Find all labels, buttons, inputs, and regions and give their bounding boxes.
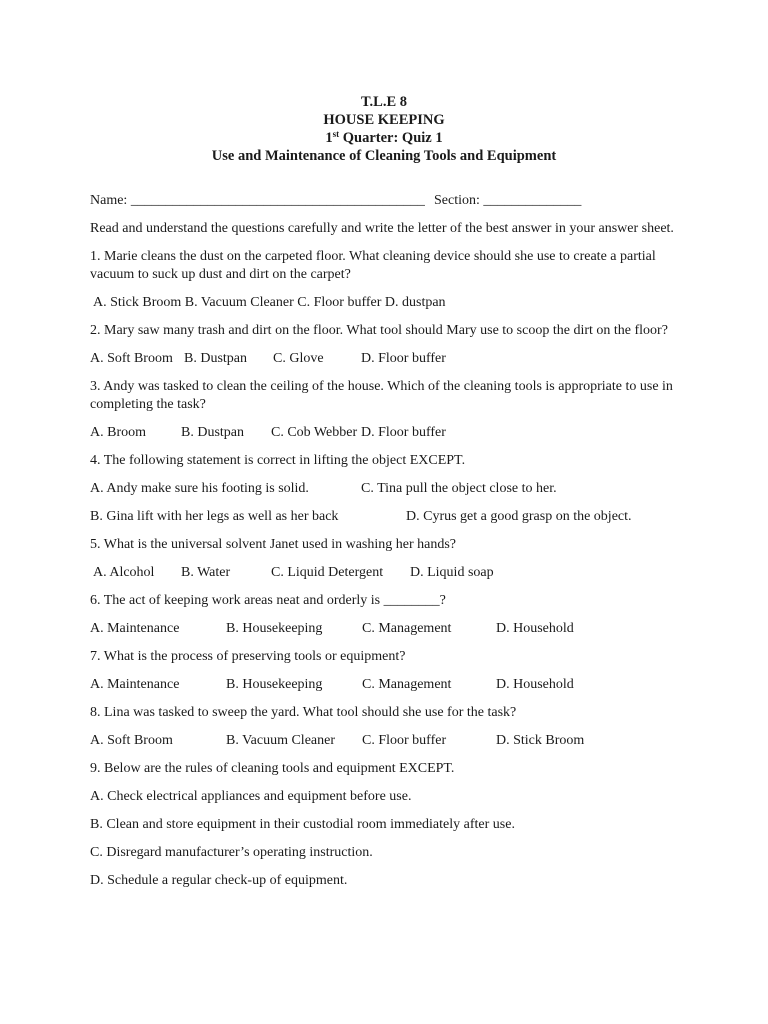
q9-option-b-row [0,816,768,834]
subject-title: HOUSE KEEPING [323,112,445,128]
course-title: T.L.E 8 [360,94,408,110]
q3-option-c: C. Cob Webber [271,425,358,440]
q4-option-a: A. Andy make sure his footing is solid. [90,481,309,496]
q5-option-d: D. Liquid soap [410,565,494,580]
question-1-options [0,294,768,312]
question-3-text-cont: completing the task? [90,397,206,412]
question-6-options [0,620,768,638]
q7-option-d: D. Household [496,677,574,692]
q5-option-a: A. Alcohol [93,565,155,580]
q2-option-c: C. Glove [273,351,324,366]
name-section-line [90,192,582,210]
q8-option-a: A. Soft Broom [90,733,173,748]
q8-option-b: B. Vacuum Cleaner [226,733,335,748]
q7-option-b: B. Housekeeping [226,677,323,692]
q4-option-c: C. Tina pull the object close to her. [361,481,557,496]
question-4-options-row-1 [0,480,768,498]
q7-option-c: C. Management [362,677,452,692]
q3-option-b: B. Dustpan [181,425,244,440]
q6-option-b: B. Housekeeping [226,621,323,636]
quiz-title [0,129,768,147]
question-2-text: 2. Mary saw many trash and dirt on the floor. What tool should Mary use to scoop the dirt on the floor? [90,323,668,338]
topic-title: Use and Maintenance of Cleaning Tools and Equipment [211,148,557,164]
q2-option-a: A. Soft Broom [90,351,173,366]
instructions: Read and understand the questions carefully and write the letter of the best answer in your answer sheet. [90,221,674,236]
q9-option-c-row [0,844,768,862]
q4-option-b: B. Gina lift with her legs as well as her back [90,509,339,524]
section-field: Section: ______________ [434,193,582,208]
q2-option-b: B. Dustpan [184,351,247,366]
q9-option-d-row [0,872,768,890]
question-3-options [0,424,768,442]
q3-option-d: D. Floor buffer [361,425,446,440]
question-7-text: 7. What is the process of preserving tools or equipment? [90,649,406,664]
q9-option-c: C. Disregard manufacturer’s operating instruction. [90,845,373,860]
question-5-text: 5. What is the universal solvent Janet used in washing her hands? [90,537,456,552]
q4-option-d: D. Cyrus get a good grasp on the object. [406,509,632,524]
q6-option-d: D. Household [496,621,574,636]
q2-option-d: D. Floor buffer [361,351,446,366]
question-8-options [0,732,768,750]
q9-option-a: A. Check electrical appliances and equipment before use. [90,789,412,804]
q9-option-a-row [0,788,768,806]
q9-option-d: D. Schedule a regular check-up of equipment. [90,873,348,888]
q6-option-a: A. Maintenance [90,621,180,636]
question-2-options [0,350,768,368]
question-1-text: 1. Marie cleans the dust on the carpeted floor. What cleaning device should she use to create a partial [90,249,656,264]
quarter-label: Quarter: Quiz 1 [339,130,443,146]
q8-option-c: C. Floor buffer [362,733,447,748]
q9-option-b: B. Clean and store equipment in their custodial room immediately after use. [90,817,515,832]
q8-option-d: D. Stick Broom [496,733,585,748]
q6-option-c: C. Management [362,621,452,636]
q5-option-c: C. Liquid Detergent [271,565,384,580]
question-1-text-cont: vacuum to suck up dust and dirt on the carpet? [90,267,351,282]
question-8-text: 8. Lina was tasked to sweep the yard. What tool should she use for the task? [90,705,517,720]
question-5-options [0,564,768,582]
quarter-number: 1 [325,130,333,146]
question-4-text: 4. The following statement is correct in lifting the object EXCEPT. [90,453,466,468]
question-6-text: 6. The act of keeping work areas neat and orderly is ________? [90,593,446,608]
q1-options-text: A. Stick Broom B. Vacuum Cleaner C. Floor buffer D. dustpan [93,295,446,310]
quarter-ordinal: st [332,129,340,139]
question-9-text: 9. Below are the rules of cleaning tools and equipment EXCEPT. [90,761,455,776]
question-7-options [0,676,768,694]
q3-option-a: A. Broom [90,425,146,440]
q7-option-a: A. Maintenance [90,677,180,692]
question-3-text: 3. Andy was tasked to clean the ceiling of the house. Which of the cleaning tools is appropriate to use in [90,379,673,394]
name-field: Name: __________________________________________ [90,193,425,208]
q5-option-b: B. Water [181,565,231,580]
question-4-options-row-2 [0,508,768,526]
